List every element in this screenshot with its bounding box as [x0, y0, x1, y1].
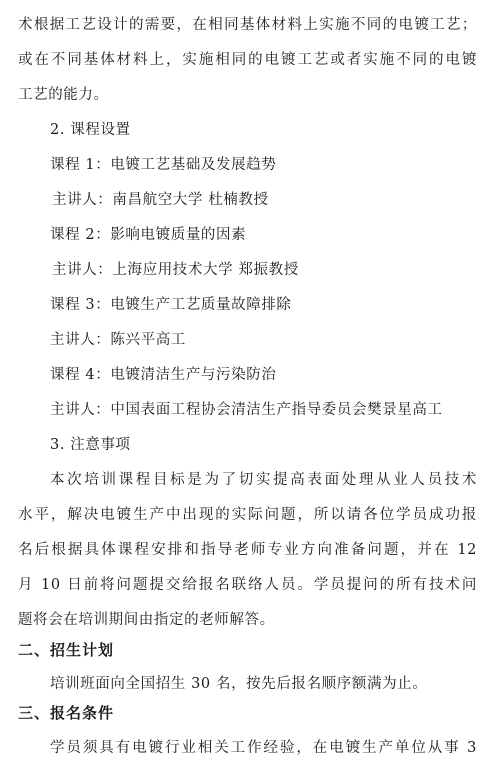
- subsection-heading: 3. 注意事项: [50, 437, 131, 453]
- course-title: 课程 3：电镀生产工艺质量故障排除: [50, 297, 292, 313]
- course-lecturer: 主讲人：上海应用技术大学 郑振教授: [52, 262, 299, 278]
- paragraph-line: 题将会在培训期间由指定的老师解答。: [18, 612, 275, 628]
- course-title: 课程 2：影响电镀质量的因素: [50, 227, 247, 243]
- paragraph-line: 培训班面向全国招生 30 名，按先后报名顺序额满为止。: [50, 676, 428, 692]
- course-lecturer: 主讲人：南昌航空大学 杜楠教授: [52, 192, 269, 208]
- course-lecturer: 主讲人：中国表面工程协会清洁生产指导委员会樊景星高工: [50, 402, 443, 418]
- paragraph-line: 工艺的能力。: [18, 87, 109, 103]
- paragraph-line: 学员须具有电镀行业相关工作经验，在电镀生产单位从事 3: [50, 740, 477, 756]
- section-heading: 二、招生计划: [18, 641, 115, 659]
- paragraph-line: 术根据工艺设计的需要，在相同基体材料上实施不同的电镀工艺；: [18, 17, 477, 33]
- paragraph-line: 名后根据具体课程安排和指导老师专业方向准备问题，并在 12: [18, 542, 477, 558]
- paragraph-line: 或在不同基体材料上，实施相同的电镀工艺或者实施不同的电镀: [18, 52, 477, 68]
- paragraph-line: 本次培训课程目标是为了切实提高表面处理从业人员技术: [50, 472, 477, 488]
- paragraph-line: 水平，解决电镀生产中出现的实际问题，所以请各位学员成功报: [18, 507, 477, 523]
- course-title: 课程 1：电镀工艺基础及发展趋势: [50, 157, 277, 173]
- paragraph-line: 月 10 日前将问题提交给报名联络人员。学员提问的所有技术问: [18, 577, 477, 593]
- subsection-heading: 2. 课程设置: [50, 122, 131, 138]
- course-title: 课程 4：电镀清洁生产与污染防治: [50, 367, 277, 383]
- course-lecturer: 主讲人：陈兴平高工: [50, 332, 186, 348]
- section-heading: 三、报名条件: [18, 704, 115, 722]
